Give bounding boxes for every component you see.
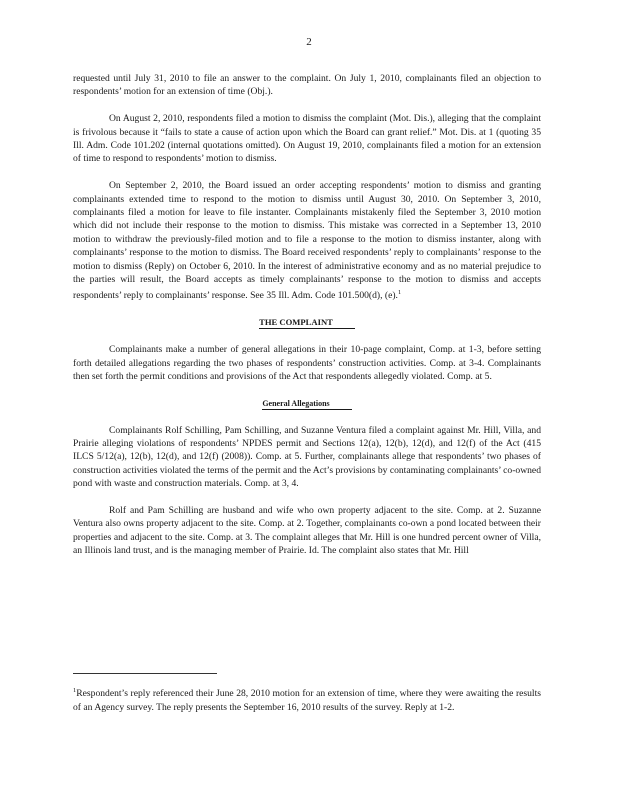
paragraph-5: Complainants Rolf Schilling, Pam Schilling, and Suzanne Ventura filed a complaint against Mr. Hill, Villa, and Prairie alleging violations of respondents’ NPDES permit and Sections 12(a), 12(b), 12(d), and 12(f) of the Act (415 ILCS 5/12(a), 12(b), 12(d), and 12(f) (2008)). Comp. at 5. Further, complainants allege that respondents’ two phases of construction activities violated the terms of the permit and the Act’s provisions by contaminating complainants’ co-owned pond with waste and construction materials. Comp. at 3, 4. <box>73 424 541 490</box>
section-heading-general-allegations: General Allegations <box>73 397 541 410</box>
paragraph-3-text: On September 2, 2010, the Board issued an order accepting respondents’ motion to dismiss and granting complainants extended time to respond to the motion to dismiss until August 30, 2010. On September 3, 2010, complainants filed a motion for leave to file instanter. Complainants mistakenly filed the September 3, 2010 motion which did not include their response to the motion to dismiss. This mistake was corrected in a September 13, 2010 motion to withdraw the previously-filed motion and to file a response to the motion to dismiss instanter, along with complainants’ response to the motion to dismiss. The Board received respondents’ reply to complainants’ response to the motion to dismiss (Reply) on October 6, 2010. In the interest of administrative economy and as no material prejudice to the parties will result, the Board accepts as timely complainants’ response to the motion to dismiss and accepts respondents’ reply to complainants’ response. See 35 Ill. Adm. Code 101.500(d), (e). <box>73 180 541 302</box>
footnote-marker: 1 <box>73 687 77 694</box>
paragraph-2: On August 2, 2010, respondents filed a motion to dismiss the complaint (Mot. Dis.), alleging that the complaint is frivolous because it “fails to state a cause of action upon which the Board can grant relief.” Mot. Dis. at 1 (quoting 35 Ill. Adm. Code 101.202 (internal quotations omitted). On August 19, 2010, complainants filed a motion for an extension of time to respond to respondents’ motion to dismiss. <box>73 113 541 165</box>
footnote <box>73 684 541 714</box>
document-body <box>73 72 541 571</box>
footnote-text: Respondent’s reply referenced their June 28, 2010 motion for an extension of time, where they were awaiting the results of an Agency survey. The reply presents the September 16, 2010 results of the survey. Reply at 1-2. <box>73 688 541 713</box>
paragraph-6: Rolf and Pam Schilling are husband and wife who own property adjacent to the site. Comp. at 2. Suzanne Ventura also owns property adjacent to the site. Comp. at 2. Together, complainants co-own a pond located between their properties and adjacent to the site. Comp. at 3. The complaint alleges that Mr. Hill is one hundred percent owner of Villa, an Illinois land trust, and is the managing member of Prairie. Id. The complaint also states that Mr. Hill <box>73 505 541 557</box>
paragraph-4: Complainants make a number of general allegations in their 10-page complaint, Comp. at 1-3, before setting forth detailed allegations regarding the two phases of respondents’ construction activities. Comp. at 3-4. Complainants then set forth the permit conditions and provisions of the Act that respondents allegedly violated. Comp. at 5. <box>73 344 541 383</box>
page-number: 2 <box>306 36 312 48</box>
paragraph-1: requested until July 31, 2010 to file an answer to the complaint. On July 1, 2010, complainants filed an objection to respondents’ motion for an extension of time (Obj.). <box>73 73 541 98</box>
section-heading-complaint: THE COMPLAINT <box>73 316 541 329</box>
paragraph-3 <box>73 179 541 303</box>
footnote-reference: 1 <box>397 289 402 297</box>
footnote-divider <box>73 673 217 674</box>
